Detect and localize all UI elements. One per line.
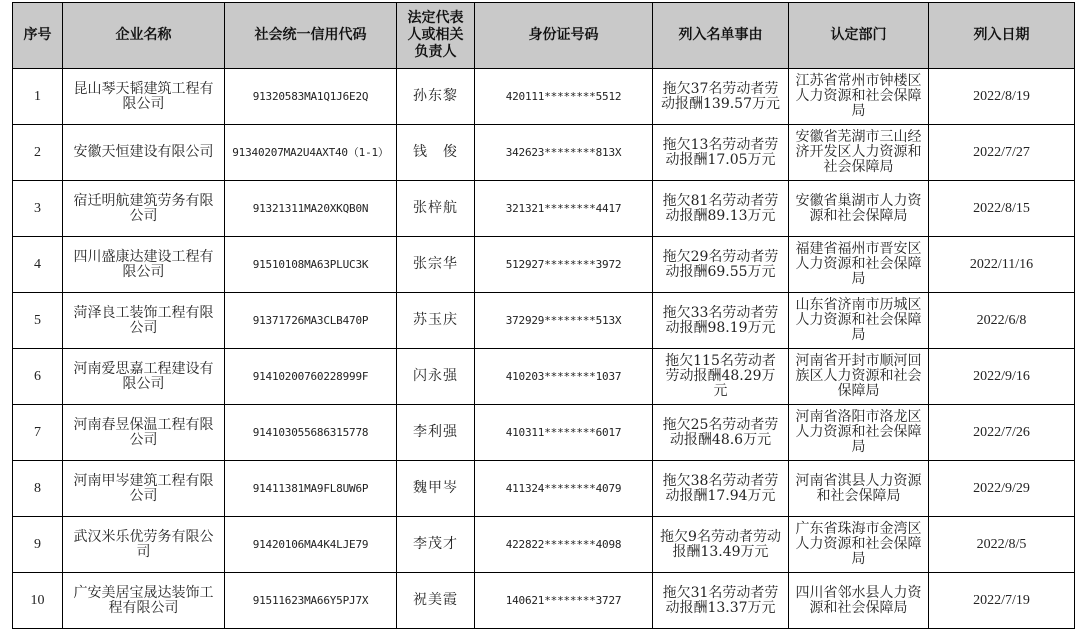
department-text: 河南省淇县人力资源和社会保障局 — [795, 472, 922, 504]
table-header — [13, 3, 1075, 69]
reason-text: 拖欠9名劳动者劳动报酬13.49万元 — [660, 528, 781, 560]
cell-reason — [653, 405, 789, 461]
cell-department — [789, 405, 929, 461]
cell-representative: 张宗华 — [397, 237, 475, 293]
cell-seq: 3 — [13, 181, 63, 237]
header-reason: 列入名单事由 — [653, 3, 789, 69]
cell-seq: 8 — [13, 461, 63, 517]
header-department: 认定部门 — [789, 3, 929, 69]
cell-date: 2022/9/29 — [929, 461, 1075, 517]
reason-text: 拖欠81名劳动者劳动报酬89.13万元 — [662, 192, 779, 224]
department-text: 福建省福州市晋安区人力资源和社会保障局 — [795, 241, 922, 287]
cell-id-number: 422822********4098 — [475, 517, 653, 573]
cell-id-number: 411324********4079 — [475, 461, 653, 517]
cell-credit-code: 91320583MA1Q1J6E2Q — [225, 69, 397, 125]
reason-text: 拖欠38名劳动者劳动报酬17.94万元 — [662, 472, 779, 504]
cell-department — [789, 461, 929, 517]
cell-seq: 9 — [13, 517, 63, 573]
cell-company — [63, 349, 225, 405]
cell-id-number: 420111********5512 — [475, 69, 653, 125]
department-text: 河南省洛阳市洛龙区人力资源和社会保障局 — [795, 409, 922, 455]
cell-credit-code: 914102007602289​99F — [225, 349, 397, 405]
cell-credit-code: 91340207MA2U4AXT40（1-1） — [225, 125, 397, 181]
cell-representative: 祝美霞 — [397, 573, 475, 629]
cell-date: 2022/7/19 — [929, 573, 1075, 629]
cell-department — [789, 237, 929, 293]
cell-reason — [653, 125, 789, 181]
department-text: 广东省珠海市金湾区人力资源和社会保障局 — [795, 521, 922, 567]
table-row — [13, 405, 1075, 461]
table-row — [13, 517, 1075, 573]
cell-department — [789, 517, 929, 573]
cell-company — [63, 405, 225, 461]
company-name: 四川盛康达建设工程有限公司 — [73, 248, 214, 280]
cell-company — [63, 237, 225, 293]
cell-credit-code: 91321311MA20XKQB0N — [225, 181, 397, 237]
reason-text: 拖欠37名劳动者劳动报酬139.57万元 — [661, 80, 780, 112]
cell-company — [63, 293, 225, 349]
department-text: 四川省邻水县人力资源和社会保障局 — [795, 584, 922, 616]
cell-department — [789, 293, 929, 349]
cell-company — [63, 517, 225, 573]
cell-date: 2022/8/15 — [929, 181, 1075, 237]
cell-seq: 5 — [13, 293, 63, 349]
reason-text: 拖欠29名劳动者劳动报酬69.55万元 — [662, 248, 779, 280]
cell-date: 2022/7/26 — [929, 405, 1075, 461]
cell-reason — [653, 517, 789, 573]
cell-company — [63, 125, 225, 181]
cell-date: 2022/8/5 — [929, 517, 1075, 573]
cell-company — [63, 181, 225, 237]
cell-credit-code: 91420106MA4K4LJE79 — [225, 517, 397, 573]
cell-id-number: 410311********6017 — [475, 405, 653, 461]
company-name: 昆山琴天韬建筑工程有限公司 — [73, 80, 214, 112]
cell-credit-code: 91371726MA3CLB470P — [225, 293, 397, 349]
cell-representative: 闪永强 — [397, 349, 475, 405]
cell-representative: 张梓航 — [397, 181, 475, 237]
table-row — [13, 573, 1075, 629]
cell-seq: 2 — [13, 125, 63, 181]
cell-seq: 1 — [13, 69, 63, 125]
cell-id-number: 410203********1037 — [475, 349, 653, 405]
company-name: 广安美居宝晟达装饰工程有限公司 — [73, 584, 214, 616]
header-date: 列入日期 — [929, 3, 1075, 69]
cell-seq: 4 — [13, 237, 63, 293]
cell-reason — [653, 349, 789, 405]
cell-department — [789, 125, 929, 181]
cell-id-number: 342623********813X — [475, 125, 653, 181]
cell-representative: 魏甲岑 — [397, 461, 475, 517]
cell-id-number: 140621********3727 — [475, 573, 653, 629]
company-name: 河南甲岑建筑工程有限公司 — [73, 472, 214, 504]
company-name: 宿迁明航建筑劳务有限公司 — [73, 192, 214, 224]
header-company: 企业名称 — [63, 3, 225, 69]
cell-representative: 李利强 — [397, 405, 475, 461]
cell-representative: 苏玉庆 — [397, 293, 475, 349]
cell-credit-code: 91511623MA66Y5PJ7X — [225, 573, 397, 629]
cell-date: 2022/8/19 — [929, 69, 1075, 125]
table-row — [13, 293, 1075, 349]
cell-company — [63, 573, 225, 629]
company-name: 武汉米乐优劳务有限公司 — [73, 528, 214, 560]
reason-text: 拖欠25名劳动者劳动报酬48.6万元 — [662, 416, 779, 448]
department-text: 安徽省芜湖市三山经济开发区人力资源和社会保障局 — [795, 129, 922, 175]
company-name: 河南春昱保温工程有限公司 — [73, 416, 214, 448]
header-credit-code: 社会统一信用代码 — [225, 3, 397, 69]
reason-text: 拖欠115名劳动者劳动报酬48.29万元 — [665, 353, 776, 399]
cell-date: 2022/9/16 — [929, 349, 1075, 405]
cell-department — [789, 573, 929, 629]
table-row — [13, 237, 1075, 293]
cell-department — [789, 181, 929, 237]
cell-seq: 6 — [13, 349, 63, 405]
cell-date: 2022/6/8 — [929, 293, 1075, 349]
cell-representative: 李茂才 — [397, 517, 475, 573]
reason-text: 拖欠33名劳动者劳动报酬98.19万元 — [662, 304, 779, 336]
cell-id-number: 512927********3972 — [475, 237, 653, 293]
table-row — [13, 125, 1075, 181]
table-row — [13, 69, 1075, 125]
cell-id-number: 321321********4417 — [475, 181, 653, 237]
cell-reason — [653, 573, 789, 629]
cell-seq: 7 — [13, 405, 63, 461]
header-representative: 法定代表人或相关负责人 — [397, 3, 475, 69]
table-row — [13, 349, 1075, 405]
blacklist-table — [12, 2, 1075, 629]
cell-department — [789, 69, 929, 125]
cell-date: 2022/11/16 — [929, 237, 1075, 293]
cell-seq: 10 — [13, 573, 63, 629]
cell-company — [63, 69, 225, 125]
reason-text: 拖欠31名劳动者劳动报酬13.37万元 — [662, 584, 779, 616]
cell-reason — [653, 461, 789, 517]
table-body — [13, 69, 1075, 629]
cell-representative: 钱 俊 — [397, 125, 475, 181]
company-name: 菏泽良工装饰工程有限公司 — [73, 304, 214, 336]
department-text: 河南省开封市顺河回族区人力资源和社会保障局 — [795, 353, 922, 399]
company-name: 河南爱思嘉工程建设有限公司 — [73, 360, 214, 392]
reason-text: 拖欠13名劳动者劳动报酬17.05万元 — [662, 136, 779, 168]
cell-reason — [653, 293, 789, 349]
cell-reason — [653, 181, 789, 237]
department-text: 安徽省巢湖市人力资源和社会保障局 — [795, 192, 922, 224]
header-row — [13, 3, 1075, 69]
table-row — [13, 461, 1075, 517]
header-id-number: 身份证号码 — [475, 3, 653, 69]
company-name: 安徽天恒建设有限公司 — [73, 144, 214, 160]
cell-credit-code: 914103055686315778 — [225, 405, 397, 461]
cell-credit-code: 91510108MA63PLUC3K — [225, 237, 397, 293]
table-row — [13, 181, 1075, 237]
department-text: 山东省济南市历城区人力资源和社会保障局 — [795, 297, 922, 343]
cell-id-number: 372929********513X — [475, 293, 653, 349]
cell-reason — [653, 237, 789, 293]
cell-date: 2022/7/27 — [929, 125, 1075, 181]
cell-reason — [653, 69, 789, 125]
department-text: 江苏省常州市钟楼区人力资源和社会保障局 — [795, 73, 922, 119]
header-seq: 序号 — [13, 3, 63, 69]
cell-credit-code: 91411381MA9FL8UW6P — [225, 461, 397, 517]
cell-company — [63, 461, 225, 517]
cell-department — [789, 349, 929, 405]
cell-representative: 孙东黎 — [397, 69, 475, 125]
